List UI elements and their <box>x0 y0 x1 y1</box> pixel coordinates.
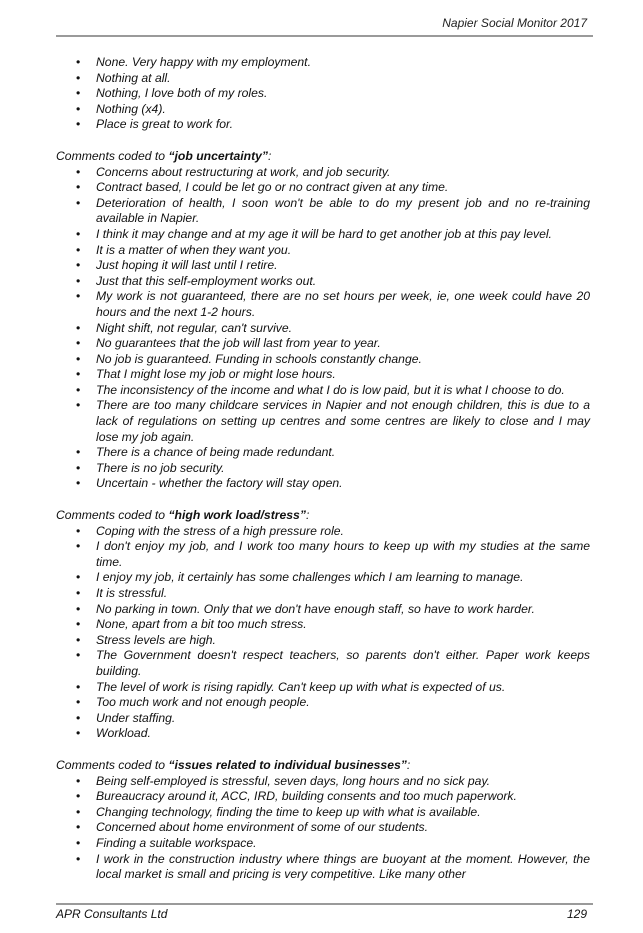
section-comment-list <box>56 774 590 883</box>
section-high-work-load-stress <box>56 508 590 742</box>
comment-item: • Nothing (x4). <box>56 102 590 118</box>
running-header-title: Napier Social Monitor 2017 <box>442 16 587 30</box>
comment-item: • Deterioration of health, I soon won't be able to do my present job and no re-training available in Napier. <box>56 196 590 227</box>
intro-comment-list <box>56 55 590 133</box>
comment-item: • Uncertain - whether the factory will stay open. <box>56 476 590 492</box>
section-heading-prefix: Comments coded to <box>56 757 169 772</box>
comment-item: • None. Very happy with my employment. <box>56 55 590 71</box>
comment-item: • Under staffing. <box>56 711 590 727</box>
comment-sections <box>56 149 590 883</box>
comment-item: • Contract based, I could be let go or no contract given at any time. <box>56 180 590 196</box>
comment-item: • I enjoy my job, it certainly has some challenges which I am learning to manage. <box>56 570 590 586</box>
comment-item: • I think it may change and at my age it will be hard to get another job at this pay level. <box>56 227 590 243</box>
comment-item: • Concerns about restructuring at work, and job security. <box>56 165 590 181</box>
section-heading <box>56 758 590 774</box>
comment-item: • No job is guaranteed. Funding in schools constantly change. <box>56 352 590 368</box>
comment-item: • Coping with the stress of a high pressure role. <box>56 524 590 540</box>
comment-item: • Place is great to work for. <box>56 117 590 133</box>
comment-item: • Finding a suitable workspace. <box>56 836 590 852</box>
footer-company: APR Consultants Ltd <box>56 907 168 921</box>
section-heading-prefix: Comments coded to <box>56 508 169 523</box>
comment-item: • I don't enjoy my job, and I work too many hours to keep up with my studies at the same time. <box>56 539 590 570</box>
section-heading-keyword: “high work load/stress” <box>168 508 306 523</box>
header-divider <box>56 35 593 37</box>
comment-item: • Bureaucracy around it, ACC, IRD, building consents and too much paperwork. <box>56 789 590 805</box>
comment-item: • Being self-employed is stressful, seven days, long hours and no sick pay. <box>56 774 590 790</box>
comment-item: • Concerned about home environment of some of our students. <box>56 820 590 836</box>
section-heading-suffix: : <box>406 757 411 772</box>
comment-item: • It is stressful. <box>56 586 590 602</box>
comment-item: • The Government doesn't respect teachers, so parents don't either. Paper work keeps building. <box>56 648 590 679</box>
section-heading <box>56 149 590 165</box>
comment-item: • Too much work and not enough people. <box>56 695 590 711</box>
comment-item: • There is a chance of being made redundant. <box>56 445 590 461</box>
section-heading-suffix: : <box>268 148 272 163</box>
comment-item: • I work in the construction industry where things are buoyant at the moment. However, the local market is small and pricing is very competitive. Like many other <box>56 852 590 883</box>
comment-item: • Just hoping it will last until I retire. <box>56 258 590 274</box>
footer-divider <box>56 903 593 905</box>
section-job-uncertainty <box>56 149 590 492</box>
comment-item: • No guarantees that the job will last from year to year. <box>56 336 590 352</box>
comment-item: • That I might lose my job or might lose hours. <box>56 367 590 383</box>
section-comment-list <box>56 524 590 742</box>
page-number: 129 <box>566 907 587 921</box>
comment-item: • Stress levels are high. <box>56 633 590 649</box>
section-heading-prefix: Comments coded to <box>56 148 169 163</box>
comment-item: • There are too many childcare services in Napier and not enough children, this is due to a lack of regulations on setting up centres and some centres are likely to close and I may lose my job again. <box>56 398 590 445</box>
comment-item: • There is no job security. <box>56 461 590 477</box>
section-heading <box>56 508 590 524</box>
comment-item: • No parking in town. Only that we don't have enough staff, so have to work harder. <box>56 602 590 618</box>
comment-item: • My work is not guaranteed, there are no set hours per week, ie, one week could have 20 hours and the next 1-2 hours. <box>56 289 590 320</box>
comment-item: • Workload. <box>56 726 590 742</box>
comment-item: • Nothing, I love both of my roles. <box>56 86 590 102</box>
comment-item: • The level of work is rising rapidly. Can't keep up with what is expected of us. <box>56 680 590 696</box>
comment-item: • Changing technology, finding the time to keep up with what is available. <box>56 805 590 821</box>
document-body <box>56 55 590 883</box>
comment-item: • Just that this self-employment works out. <box>56 274 590 290</box>
comment-item: • Night shift, not regular, can't survive. <box>56 321 590 337</box>
section-heading-suffix: : <box>305 508 310 523</box>
section-heading-keyword: “issues related to individual businesses” <box>168 757 407 772</box>
comment-item: • The inconsistency of the income and what I do is low paid, but it is what I choose to do. <box>56 383 590 399</box>
section-individual-businesses <box>56 758 590 883</box>
section-comment-list <box>56 165 590 492</box>
comment-item: • It is a matter of when they want you. <box>56 243 590 259</box>
comment-item: • Nothing at all. <box>56 71 590 87</box>
comment-item: • None, apart from a bit too much stress. <box>56 617 590 633</box>
section-heading-keyword: “job uncertainty” <box>168 148 268 163</box>
